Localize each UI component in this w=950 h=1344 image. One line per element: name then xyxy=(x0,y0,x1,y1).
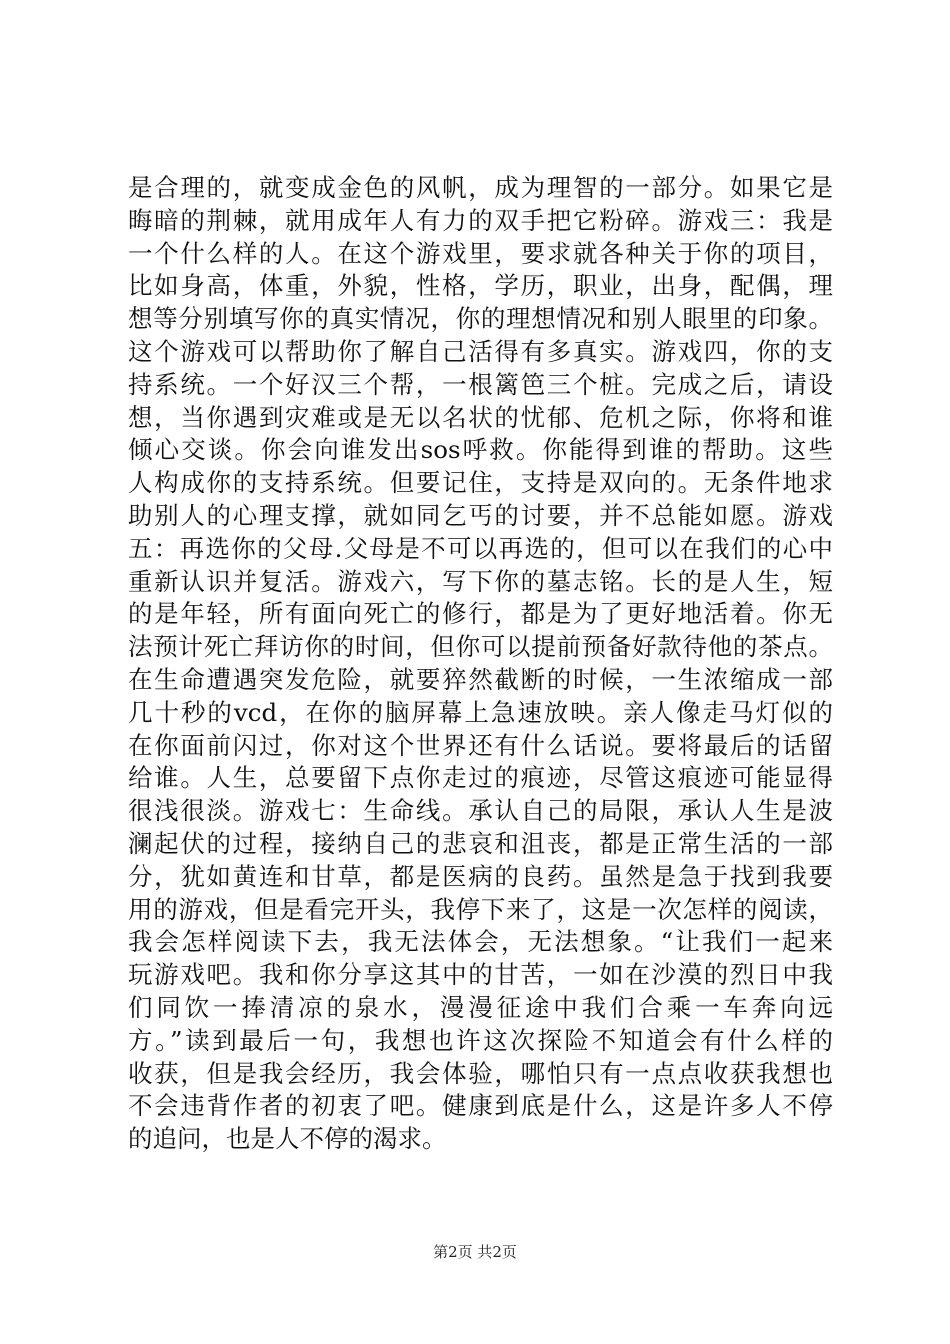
text-line: 收获，但是我会经历，我会体验，哪怕只有一点点收获我想也 xyxy=(128,1058,833,1088)
text-line: 不会违背作者的初衷了吧。健康到底是什么，这是许多人不停 xyxy=(128,1091,833,1121)
text-line: 五：再选你的父母.父母是不可以再选的，但可以在我们的心中 xyxy=(128,533,833,563)
text-line: 的追问，也是人不停的渴求。 xyxy=(128,1124,447,1154)
text-line: 们同饮一捧清凉的泉水，漫漫征途中我们合乘一车奔向远 xyxy=(128,992,833,1022)
text-line: 的是年轻，所有面向死亡的修行，都是为了更好地活着。你无 xyxy=(128,599,833,629)
text-line: 重新认识并复活。游戏六，写下你的墓志铭。长的是人生，短 xyxy=(128,566,833,596)
text-line: 在你面前闪过，你对这个世界还有什么话说。要将最后的话留 xyxy=(128,730,833,760)
text-line: 想等分别填写你的真实情况，你的理想情况和别人眼里的印象。 xyxy=(128,304,833,334)
text-line: 这个游戏可以帮助你了解自己活得有多真实。游戏四，你的支 xyxy=(128,336,833,366)
text-line: 玩游戏吧。我和你分享这其中的甘苦，一如在沙漠的烈日中我 xyxy=(128,960,833,990)
text-line: 持系统。一个好汉三个帮，一根篱笆三个桩。完成之后，请设 xyxy=(128,369,833,399)
text-line: 倾心交谈。你会向谁发出sos呼救。你能得到谁的帮助。这些 xyxy=(128,435,833,465)
text-line: 很浅很淡。游戏七：生命线。承认自己的局限，承认人生是波 xyxy=(128,796,833,826)
text-line: 澜起伏的过程，接纳自己的悲哀和沮丧，都是正常生活的一部 xyxy=(128,828,833,858)
text-line: 人构成你的支持系统。但要记住，支持是双向的。无条件地求 xyxy=(128,468,833,498)
text-line: 几十秒的vcd，在你的脑屏幕上急速放映。亲人像走马灯似的 xyxy=(128,697,833,727)
text-line: 我会怎样阅读下去，我无法体会，无法想象。“让我们一起来 xyxy=(128,927,833,957)
text-line: 是合理的，就变成金色的风帆，成为理智的一部分。如果它是 xyxy=(128,173,833,202)
text-line: 晦暗的荆棘，就用成年人有力的双手把它粉碎。游戏三：我是 xyxy=(128,205,833,235)
text-line: 给谁。人生，总要留下点你走过的痕迹，尽管这痕迹可能显得 xyxy=(128,763,833,793)
text-line: 在生命遭遇突发危险，就要猝然截断的时候，一生浓缩成一部 xyxy=(128,664,833,694)
text-line: 助别人的心理支撑，就如同乞丐的讨要，并不总能如愿。游戏 xyxy=(128,500,833,530)
text-line: 想，当你遇到灾难或是无以名状的忧郁、危机之际，你将和谁 xyxy=(128,402,833,432)
text-line: 法预计死亡拜访你的时间，但你可以提前预备好款待他的茶点。 xyxy=(128,632,833,662)
page-footer: 第2页 共2页 xyxy=(433,1243,517,1261)
text-line: 一个什么样的人。在这个游戏里，要求就各种关于你的项目， xyxy=(128,238,833,268)
text-line: 分，犹如黄连和甘草，都是医病的良药。虽然是急于找到我要 xyxy=(128,861,833,891)
document-body xyxy=(128,172,833,1156)
text-line: 用的游戏，但是看完开头，我停下来了，这是一次怎样的阅读， xyxy=(128,894,833,924)
text-line: 比如身高，体重，外貌，性格，学历，职业，出身，配偶，理 xyxy=(128,271,833,301)
text-line: 方。”读到最后一句，我想也许这次探险不知道会有什么样的 xyxy=(128,1025,833,1055)
